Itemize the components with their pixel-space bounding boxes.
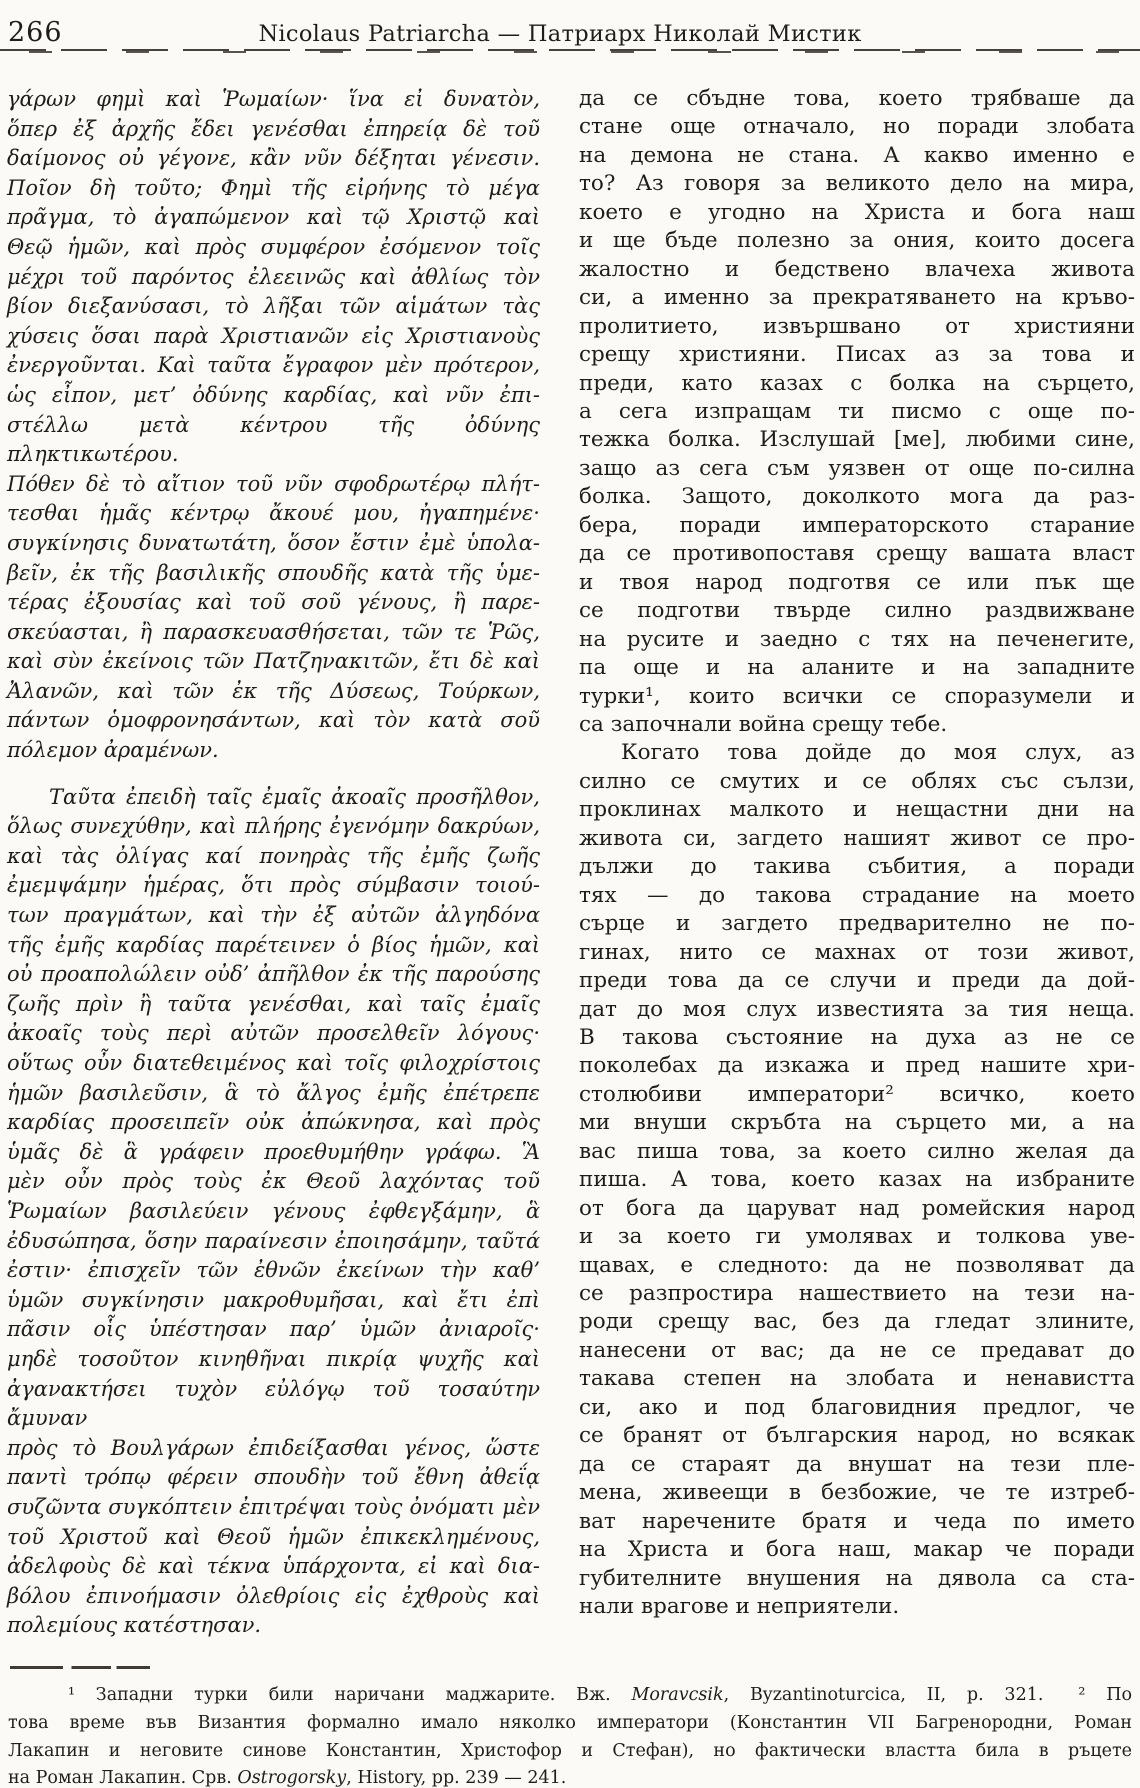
footnote-block [8,1682,1132,1788]
text-line: се разпростира нашествието на тези на- [579,1281,1135,1307]
text-line: преди това да се случи и преди да дой- [579,968,1135,994]
bulgarian-translation-column [579,85,1135,1621]
text-line: В такова състояние на духа аз не се [579,1024,1135,1050]
text-line: пиша. А това, което казах на избраните [579,1167,1135,1193]
text-line: поколебах да изкажа и пред нашите хри- [579,1053,1135,1079]
text-line: παντὶ τρόπῳ φέρειν σπουδὴν τοῦ ἔθνη ἀθεΐᾳ [7,1465,540,1490]
text-line: καὶ σὺν ἐκείνοις τῶν Πατζηνακιτῶν, ἔτι δὲ καὶ [7,649,540,674]
text-line: което е угодно на Христа и бога наш [579,199,1135,225]
text-line: ὑμᾶς δὲ ἃ γράφειν προεθυμήθην γράφω. Ἃ [7,1139,540,1164]
text-line: да се стараят да внушат на тези пле- [579,1451,1135,1477]
text-line: ὑμῶν συγκίνησιν μακροθυμῆσαι, καὶ ἔτι ἐπὶ [7,1287,540,1312]
text-line: на Христа и бога наш, макар че поради [579,1537,1135,1563]
text-line: ἀδελφοὺς δὲ καὶ τέκνα ὑπάρχοντα, εἰ καὶ δια- [7,1554,540,1579]
text-line: проклинах малкото и нещастни дни на [579,797,1135,823]
header-rule [0,49,1140,53]
text-line: гинах, нито се махнах от този живот, [579,939,1135,965]
text-line: роди срещу вас, без да гледат злините, [579,1309,1135,1335]
text-line: вас пиша това, за което силно желая да [579,1138,1135,1164]
text-line: ἀγανακτήσει τυχὸν εὐλόγῳ τοῦ τοσαύτην ἄμυναν [7,1376,540,1431]
text-columns [7,85,1135,1641]
text-line: τέρας ἐξουσίας καὶ τοῦ σοῦ γένους, ἢ παρε- [7,590,540,615]
bulgarian-paragraph-2 [579,739,1135,1621]
text-line: Ἀλανῶν, καὶ τῶν ἐκ τῆς Δύσεως, Τούρκων, [7,678,540,703]
text-line: ἐνεργοῦνται. Καὶ ταῦτα ἔγραφον μὲν πρότερον, [7,353,540,378]
text-line: οὐ προαπολώλειν οὐδ’ ἀπῆλθον ἐκ τῆς παρούσης [7,962,540,987]
text-line: да се противопоставя срещу вашата власт [579,541,1135,567]
text-line: συγκίνησις δυνατωτάτη, ὅσον ἔστιν ἐμὲ ὑπολα- [7,530,540,555]
text-line: тежка болка. Изслушай [ме], любими сине, [579,427,1135,453]
text-line: πρᾶγμα, τὸ ἀγαπώμενον καὶ τῷ Χριστῷ καὶ [7,205,540,230]
text-line: си, а именно за прекратяването на кръво- [579,285,1135,311]
text-line: са започнали война срещу тебе. [579,711,948,737]
text-line: ἡμῶν βασιλεῦσιν, ἃ τὸ ἄλγος ἐμῆς ἐπέτρεπε [7,1080,540,1105]
text-line: πρὸς τὸ Βουλγάρων ἐπιδείξασθαι γένος, ὥστε [7,1435,540,1460]
text-line: ἀκοαῖς τοὺς περὶ αὐτῶν προσελθεῖν λόγους· [7,1021,540,1046]
text-line: жалостно и бедствено влачеха живота [579,256,1135,282]
text-line: от бога да царуват над ромейския народ [579,1195,1135,1221]
text-line: си, ако и под благовидния предлог, че [579,1394,1135,1420]
text-line: Ποῖον δὴ τοῦτο; Φημὶ τῆς εἰρήνης τὸ μέγα [7,175,540,200]
text-line: Ταῦτα ἐπειδὴ ταῖς ἐμαῖς ἀκοαῖς προσῆλθον, [49,784,540,809]
text-line: болка. Защото, доколкото мога да раз- [579,484,1135,510]
text-line: οὕτως οὖν διατεθειμένος καὶ τοῖς φιλοχρίστοις [7,1051,540,1075]
text-line: силно се смутих и се облях със сълзи, [579,768,1135,794]
text-line: στέλλω μετὰ κέντρου τῆς ὀδύνης πληκτικωτέρου. [7,412,540,467]
text-line: и твоя народ подготвя се или пък ще [579,569,1135,595]
bulgarian-paragraph-1 [579,85,1135,739]
text-line: βίον διεξανύσασι, τὸ λῆξαι τῶν αἱμάτων τὰς [7,294,540,319]
text-line: καὶ τὰς ὀλίγας καί πονηρὰς τῆς ἐμῆς ζωῆς [7,843,540,868]
text-line: μηδὲ τοσοῦτον κινηθῆναι πικρίᾳ ψυχῆς καὶ [7,1346,540,1371]
text-line: бера, поради императорското старание [579,512,1135,538]
text-line: такава степен на злобата и ненавистта [579,1366,1135,1392]
text-line: καρδίας προσειπεῖν οὐκ ἀπώκνησα, καὶ πρὸς [7,1110,540,1135]
text-line: да се сбъдне това, което трябваше да [579,86,1135,111]
footnote-separator [10,1666,150,1669]
text-line: Ῥωμαίων βασιλεύειν γένους ἐφθεγξάμην, ἃ [7,1198,540,1223]
greek-paragraph-2 [7,783,540,1641]
text-line: των πραγμάτων, καὶ τὴν ἐξ αὐτῶν ἀλγηδόνα [7,903,540,928]
text-line: живота си, загдето нашият живот се про- [579,825,1135,851]
text-line: Когато това дойде до моя слух, аз [621,740,1135,766]
text-line: τοῦ Χριστοῦ καὶ Θεοῦ ἡμῶν ἐπικεκλημένους, [7,1524,540,1549]
text-line: преди, като казах с болка на сърцето, [579,370,1135,396]
greek-source-column [7,85,540,1641]
text-line: щавах, е следното: да не позволяват да [579,1252,1135,1278]
text-line: нанесени от вас; да не се предават до [579,1337,1135,1363]
text-line: ὅπερ ἐξ ἀρχῆς ἔδει γενέσθαι ἐπηρείᾳ δὲ τοῦ [7,116,540,141]
text-line: на Роман Лакапин. Срв. Ostrogorsky, History, pp. 239 — 241. [8,1768,567,1788]
text-line: и за което ги умолявах и толкова уве- [579,1224,1135,1250]
text-line: ζωῆς πρὶν ἢ ταῦτα γενέσθαι, καὶ ταῖς ἐμαῖς [7,991,540,1016]
text-line: мена, живеещи в безбожие, че те изтреб- [579,1480,1135,1506]
text-line: χύσεις ὅσαι παρὰ Χριστιανῶν εἰς Χριστιανοὺς [7,323,540,348]
text-line: ἐμεμψάμην ἡμέρας, ὅτι πρὸς σύμβασιν τοιού- [7,873,540,898]
text-line: τῆς ἐμῆς καρδίας παρέτεινεν ὁ βίος ἡμῶν, καὶ [7,932,540,957]
text-line: πάντων ὁμοφρονησάντων, καὶ τὸν κατὰ σοῦ [7,708,540,733]
text-line: Πόθεν δὲ τὸ αἴτιον τοῦ νῦν σφοδρωτέρῳ πλήτ- [7,471,540,496]
text-line: това време във Византия формално имало няколко императори (Константин VII Багренородни, Роман [8,1712,1132,1733]
text-line: губителните внушения на дявола са ста- [579,1565,1135,1591]
text-line: то? Аз говоря за великото дело на мира, [579,171,1135,197]
text-line: Θεῷ ἡμῶν, καὶ πρὸς συμφέρον ἐσόμενον τοῖς [7,234,540,259]
text-line: пролитието, извършвано от християни [579,313,1135,339]
greek-paragraph-1 [7,85,540,766]
text-line: дат до моя слух известията за тия неща. [579,996,1135,1022]
text-line: се подготви твърде силно раздвижване [579,598,1135,624]
text-line: ¹ Западни турки били наричани маджарите. Вж. Moravcsik, Byzantinoturcica, II, p. 321. ² По [68,1685,1132,1705]
text-line: на демона не стана. А какво именно е [579,142,1135,168]
text-line: столюбиви императори² всичко, което [579,1081,1135,1107]
text-line: πόλεμον ἀραμένων. [7,738,219,763]
text-line: а сега изпращам ти писмо с още по- [579,398,1135,424]
text-line: срещу християни. Писах аз за това и [579,342,1135,368]
text-line: μὲν οὖν πρὸς τοὺς ἐκ Θεοῦ λαχόντας τοῦ [7,1169,540,1194]
text-line: нали врагове и неприятели. [579,1594,900,1620]
text-line: πᾶσιν οἷς ὑπέστησαν παρ’ ὑμῶν ἀνιαροῖς· [7,1317,540,1342]
text-line: Лакапин и неговите синове Константин, Христофор и Стефан), но фактически властта била в ръцете [8,1740,1132,1761]
text-line: стане още отначало, но поради злобата [579,114,1135,140]
page-number: 266 [8,17,63,48]
text-line: γάρων φημὶ καὶ Ῥωμαίων· ἵνα εἰ δυνατὸν, [7,87,540,111]
text-line: μέχρι τοῦ παρόντος ἐλεεινῶς καὶ ἀθλίως τὸν [7,264,540,289]
text-line: и ще бъде полезно за ония, които досега [579,228,1135,254]
text-line: βεῖν, ἐκ τῆς βασιλικῆς σπουδῆς κατὰ τῆς ὑμε- [7,560,540,585]
text-line: турки¹, които всички се споразумели и [579,683,1135,709]
text-line: ват наречените братя и чеда по името [579,1508,1135,1534]
text-line: ἐστιν· ἐπισχεῖν τῶν ἐθνῶν ἐκείνων τὴν καθ’ [7,1258,540,1283]
text-line: ἐδυσώπησα, ὅσην παραίνεσιν ἐποιησάμην, ταῦτά [7,1228,540,1253]
text-line: дължи до такива събития, а поради [579,854,1135,880]
text-line: тях — до такова страдание на моето [579,882,1135,908]
text-line: на русите и заедно с тях на печенегите, [579,626,1135,652]
text-line: ми внуши скръбта на сърцето ми, а на [579,1110,1135,1136]
text-line: συζῶντα συγκόπτειν ἐπιτρέψαι τοὺς ὀνόματι μὲν [7,1494,540,1519]
text-line: τεσθαι ἡμᾶς κέντρῳ ἄκουέ μου, ἠγαπημένε· [7,501,540,526]
text-line: се бранят от българския народ, но всякак [579,1423,1135,1449]
text-line: δαίμονος οὐ γέγονε, κἂν νῦν δέξηται γένεσιν. [7,146,540,171]
text-line: сърце и загдето предварително не по- [579,911,1135,937]
text-line: защо аз сега съм уязвен от още по-силна [579,455,1135,481]
running-header-title: Nicolaus Patriarcha — Патриарх Николай Мистик [258,21,862,47]
text-line: ὅλως συνεχύθην, καὶ πλήρης ἐγενόμην δακρύων, [7,814,540,839]
text-line: σκεύασται, ἢ παρασκευασθήσεται, τῶν τε Ῥῶς, [7,619,540,644]
text-line: ὡς εἶπον, μετ’ ὀδύνης καρδίας, καὶ νῦν ἐπι- [7,382,540,407]
text-line: па още и на аланите и на западните [579,655,1135,681]
text-line: πολεμίους κατέστησαν. [7,1613,262,1638]
text-line: βόλου ἐπινοήμασιν ὀλεθρίοις εἰς ἐχθροὺς καὶ [7,1583,540,1608]
